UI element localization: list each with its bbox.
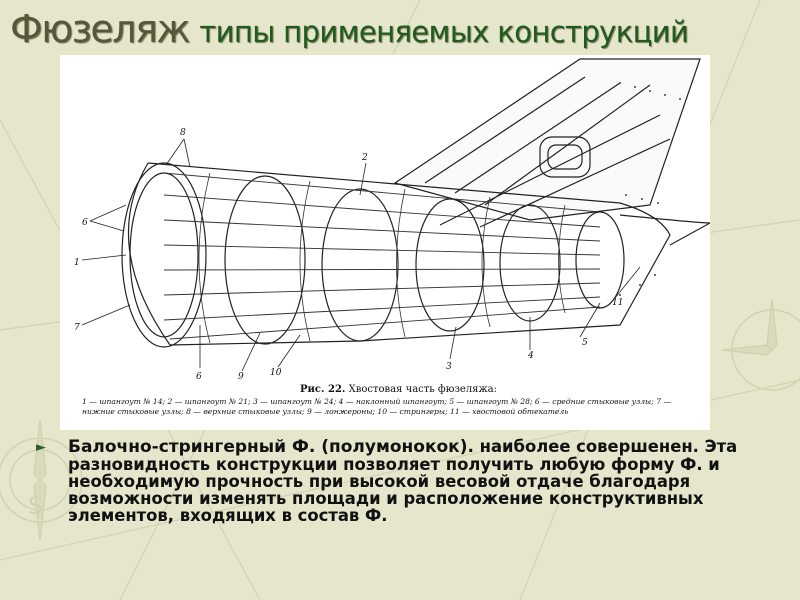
callout-label: 6 [82, 218, 88, 228]
fuselage-drawing [60, 55, 710, 385]
bullet-lead: Балочно-стрингерный Ф. (полумонокок). [68, 437, 474, 457]
callout-label: 6 [196, 372, 202, 382]
callout-label: 8 [180, 128, 186, 138]
caption-label: Рис. 22. [300, 384, 346, 395]
compass-rose-icon [722, 300, 800, 390]
callout-label: 2 [362, 153, 368, 163]
callout-label: 11 [612, 298, 624, 308]
slide-title [10, 6, 688, 52]
figure-panel [60, 55, 710, 430]
figure-legend: 1 — шпангоут № 14; 2 — шпангоут № 21; 3 — шпангоут № 24; 4 — наклонный шпангоут; 5 — шпангоут № 28; 6 — средние стыковые узлы; 7 — нижние стыковые узлы; 8 — верхние стыковые узлы; 9 — лонжероны; 10 — стрингеры; 11 — хвостовой обтекатель [82, 397, 672, 416]
svg-text:S: S [28, 492, 44, 520]
callout-label: 10 [270, 368, 282, 378]
bullet-text [68, 438, 768, 524]
caption-text: Хвостовая часть фюзеляжа: [348, 384, 498, 395]
callout-label: 9 [238, 372, 244, 382]
title-sub: типы применяемых конструкций [199, 15, 689, 49]
callout-label: 4 [528, 351, 534, 361]
figure-caption-title [300, 384, 497, 395]
callout-label: 3 [446, 362, 452, 372]
title-main: Фюзеляж [10, 7, 190, 51]
callout-label: 5 [582, 338, 588, 348]
callout-label: 1 [74, 258, 80, 268]
bullet-body: наиболее совершенен. Эта разновидность конструкции позволяет получить любую форму Ф. и необходимую прочность при высокой весовой отдаче благодаря возможности изменять площади и расположение конструктивных элементов, входящих в состав Ф. [68, 437, 738, 525]
bullet-arrow-icon: ► [36, 440, 46, 455]
callout-label: 7 [74, 323, 80, 333]
